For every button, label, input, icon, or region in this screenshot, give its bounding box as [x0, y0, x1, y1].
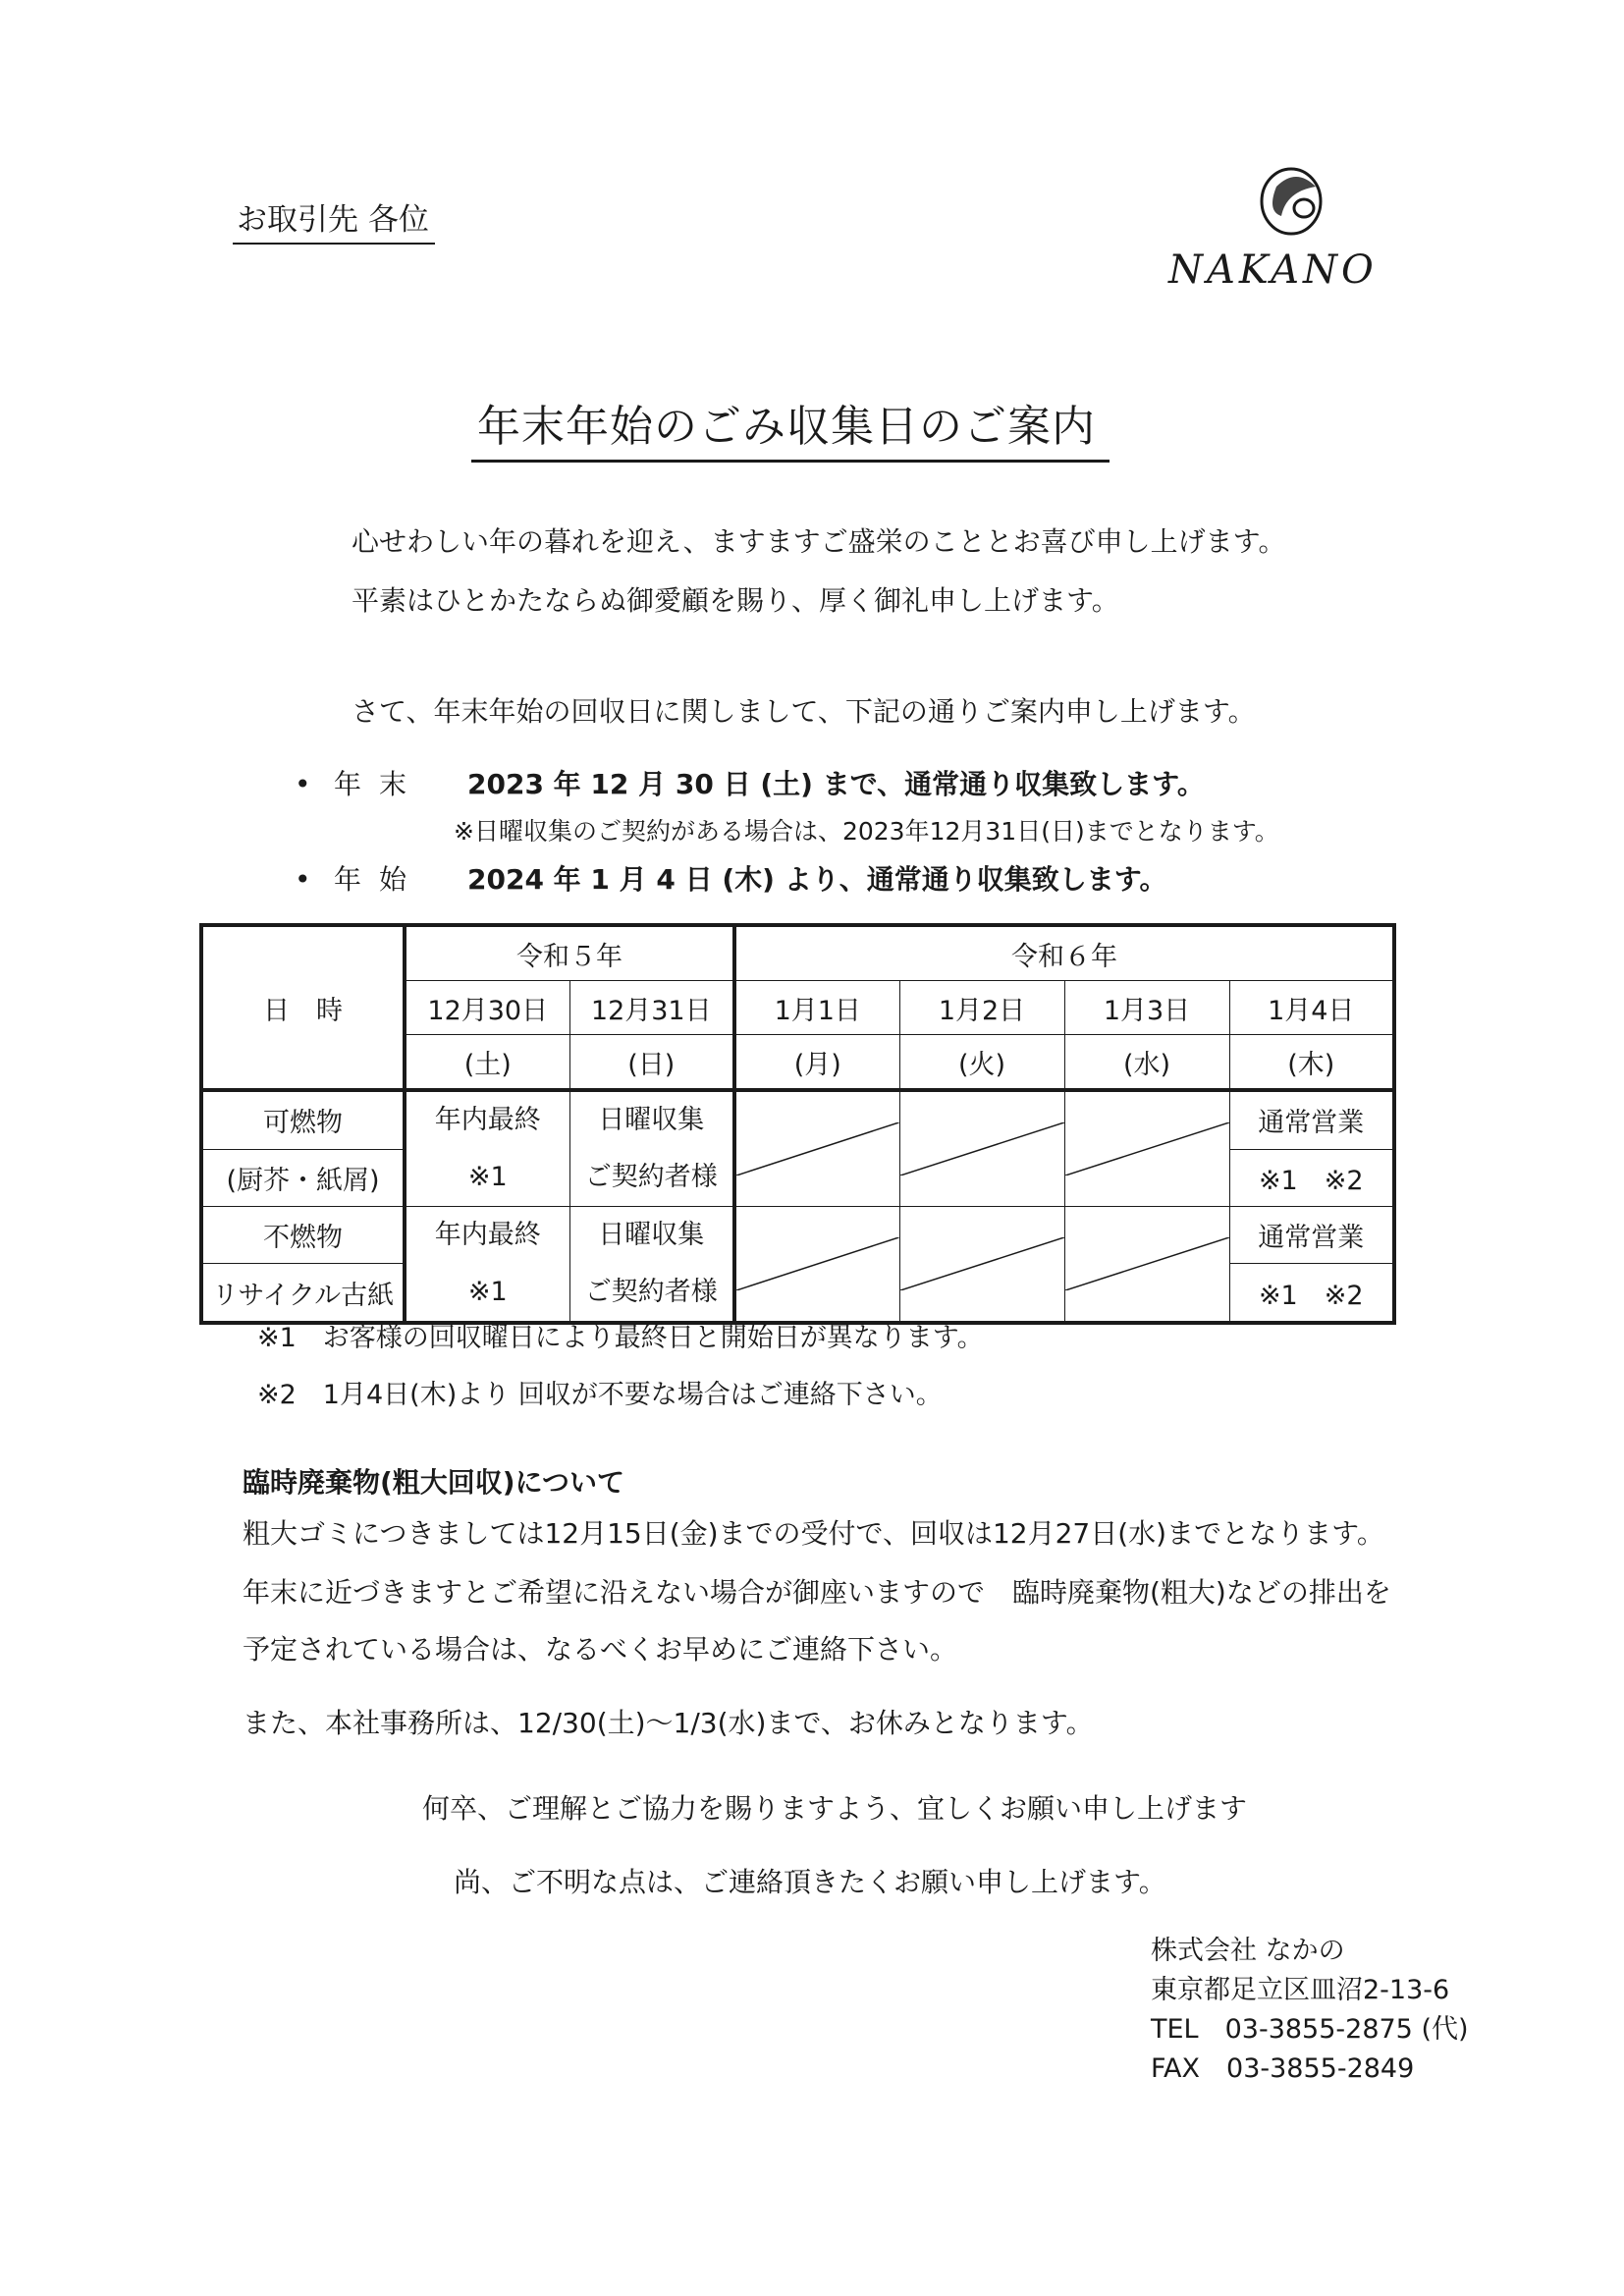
company-name: 株式会社 なかの	[1151, 1936, 1345, 1966]
diagonal-slash-icon	[1065, 1122, 1229, 1175]
last-day-note: ※1	[467, 1162, 508, 1192]
bullet-label: 年末	[334, 768, 425, 800]
last-day-label: 年内最終	[434, 1105, 541, 1135]
table-date: 1月1日	[734, 981, 899, 1035]
no-collection-cell	[734, 1207, 899, 1324]
table-row-sub: リサイクル古紙	[201, 1264, 405, 1323]
addressee: お取引先 各位	[233, 194, 435, 245]
table-row-sub: (厨芥・紙屑)	[201, 1149, 405, 1206]
page-title: 年末年始のごみ収集日のご案内	[471, 391, 1110, 463]
restart-note: ※1 ※2	[1229, 1264, 1394, 1323]
diagonal-slash-icon	[1065, 1237, 1229, 1290]
bullet-dot: •	[295, 863, 311, 896]
bullet-text: 2023 年 12 月 30 日 (土) まで、通常通り収集致します。	[467, 768, 1205, 800]
sunday-label: 日曜収集	[598, 1105, 705, 1135]
table-date: 1月3日	[1064, 981, 1229, 1035]
sunday-note: ご契約者様	[584, 1277, 718, 1307]
diagonal-slash-icon	[900, 1237, 1064, 1290]
bulky-line: 粗大ゴミにつきましては12月15日(金)までの受付で、回収は12月27日(水)までとなります。	[243, 1517, 1384, 1550]
table-date: 1月2日	[899, 981, 1064, 1035]
sunday-cell	[569, 1207, 734, 1324]
table-weekday: (土)	[405, 1035, 569, 1091]
table-header-datetime: 日 時	[201, 925, 405, 1090]
footnote: ※1 お客様の回収曜日により最終日と開始日が異なります。	[257, 1323, 984, 1353]
no-collection-cell	[899, 1207, 1064, 1324]
bullet-year-end	[295, 763, 1205, 802]
greeting-line: 心せわしい年の暮れを迎え、ますますご盛栄のこととお喜び申し上げます。	[352, 525, 1286, 558]
footnote: ※2 1月4日(木)より 回収が不要な場合はご連絡下さい。	[257, 1380, 943, 1410]
table-date: 12月31日	[569, 981, 734, 1035]
bulky-line: 予定されている場合は、なるべくお早めにご連絡下さい。	[243, 1633, 958, 1666]
bulky-line: 年末に近づきますとご希望に沿えない場合が御座いますので 臨時廃棄物(粗大)などの排出を	[243, 1576, 1391, 1609]
no-collection-cell	[1064, 1207, 1229, 1324]
office-closure-line: また、本社事務所は、12/30(土)～1/3(水)まで、お休みとなります。	[243, 1707, 1094, 1739]
diagonal-slash-icon	[900, 1122, 1064, 1175]
intro-line: さて、年末年始の回収日に関しまして、下記の通りご案内申し上げます。	[352, 695, 1256, 728]
restart-note: ※1 ※2	[1229, 1149, 1394, 1206]
diagonal-slash-icon	[736, 1237, 899, 1290]
no-collection-cell	[734, 1090, 899, 1207]
table-date: 12月30日	[405, 981, 569, 1035]
bullet-text: 2024 年 1 月 4 日 (木) より、通常通り収集致します。	[467, 863, 1167, 896]
sunday-label: 日曜収集	[598, 1220, 705, 1250]
sunday-note: ご契約者様	[584, 1162, 718, 1192]
sunday-cell	[569, 1090, 734, 1207]
bullet-dot: •	[295, 768, 311, 800]
table-era-r6: 令和６年	[734, 925, 1394, 981]
nakano-emblem-icon	[1159, 157, 1414, 295]
table-row-name: 不燃物	[201, 1207, 405, 1264]
company-block	[1151, 1932, 1469, 2089]
bullet-label: 年始	[334, 863, 425, 896]
table-weekday: (水)	[1064, 1035, 1229, 1091]
diagonal-slash-icon	[736, 1122, 899, 1175]
closing-line: 何卒、ご理解とご協力を賜りますよう、宜しくお願い申し上げます	[422, 1792, 1248, 1825]
logo-wordmark: NAKANO	[1168, 247, 1378, 293]
restart-label: 通常営業	[1229, 1207, 1394, 1264]
company-fax: FAX 03-3855-2849	[1151, 2053, 1415, 2084]
restart-label: 通常営業	[1229, 1090, 1394, 1149]
table-weekday: (木)	[1229, 1035, 1394, 1091]
table-date: 1月4日	[1229, 981, 1394, 1035]
company-logo	[1159, 157, 1414, 295]
company-tel: TEL 03-3855-2875 (代)	[1151, 2014, 1469, 2045]
greeting-line: 平素はひとかたならぬ御愛顧を賜り、厚く御礼申し上げます。	[352, 584, 1119, 617]
table-era-r5: 令和５年	[405, 925, 734, 981]
no-collection-cell	[899, 1090, 1064, 1207]
schedule-table	[199, 923, 1396, 1325]
last-day-cell	[405, 1207, 569, 1324]
table-weekday: (月)	[734, 1035, 899, 1091]
last-day-note: ※1	[467, 1277, 508, 1307]
company-address: 東京都足立区皿沼2-13-6	[1151, 1975, 1450, 2005]
table-row-name: 可燃物	[201, 1090, 405, 1149]
last-day-label: 年内最終	[434, 1220, 541, 1250]
table-weekday: (日)	[569, 1035, 734, 1091]
bullet-new-year	[295, 858, 1167, 898]
last-day-cell	[405, 1090, 569, 1207]
no-collection-cell	[1064, 1090, 1229, 1207]
bulky-section-title: 臨時廃棄物(粗大回収)について	[243, 1466, 625, 1499]
table-weekday: (火)	[899, 1035, 1064, 1091]
sunday-contract-note: ※日曜収集のご契約がある場合は、2023年12月31日(日)までとなります。	[454, 817, 1279, 846]
closing-line: 尚、ご不明な点は、ご連絡頂きたくお願い申し上げます。	[454, 1866, 1166, 1898]
